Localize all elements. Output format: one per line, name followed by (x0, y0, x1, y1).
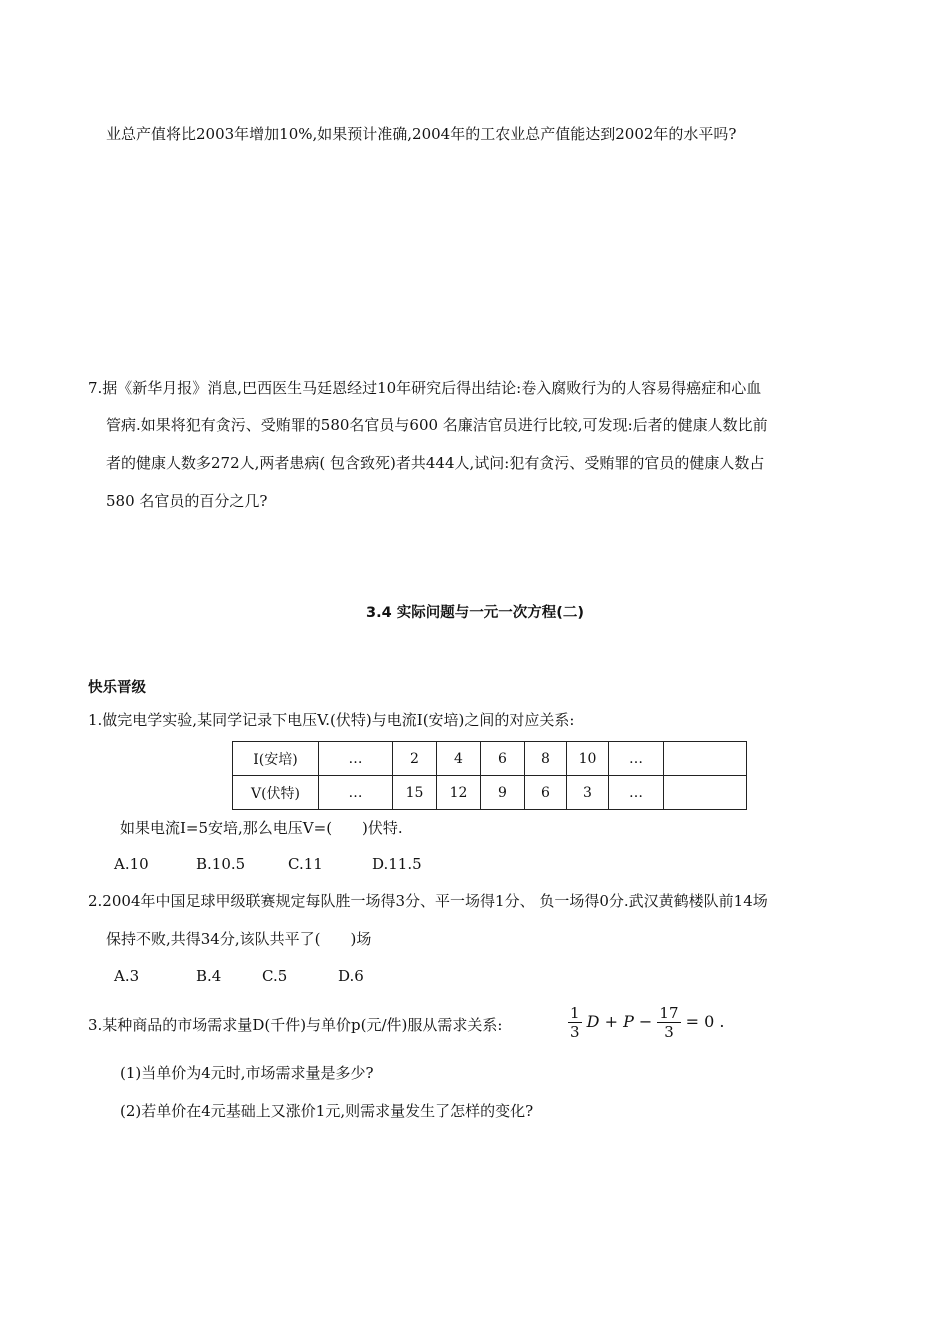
question-2-line-1: 2.2004年中国足球甲级联赛规定每队胜一场得3分、平一场得1分、 负一场得0分.武汉黄鹤楼队前14场 (88, 892, 768, 910)
current-voltage-table (232, 741, 747, 810)
question-3-part-2: (2)若单价在4元基础上又涨价1元,则需求量发生了怎样的变化? (120, 1102, 534, 1120)
question-7-line-3: 者的健康人数多272人,两者患病( 包含致死)者共444人,试问:犯有贪污、受贿罪的官员的健康人数占 (106, 454, 765, 472)
formula-period: . (719, 1012, 725, 1031)
choice-d: D.11.5 (372, 855, 422, 873)
table-cell: 8 (525, 742, 567, 776)
continuation-text: 业总产值将比2003年增加10%,如果预计准确,2004年的工农业总产值能达到2002年的水平吗? (106, 125, 737, 143)
table-cell: 2 (393, 742, 437, 776)
choice-b: B.4 (196, 967, 222, 985)
table-cell: 6 (481, 742, 525, 776)
choice-a: A.10 (114, 855, 149, 873)
question-7-line-4: 580 名官员的百分之几? (106, 492, 268, 510)
choice-c: C.5 (262, 967, 288, 985)
table-cell: 3 (567, 776, 609, 810)
subheading: 快乐晋级 (88, 680, 146, 696)
fraction-seventeen-thirds (657, 1004, 680, 1041)
table-cell: 4 (437, 742, 481, 776)
question-7-line-1: 7.据《新华月报》消息,巴西医生马廷恩经过10年研究后得出结论:卷入腐败行为的人容易得癌症和心血 (88, 379, 762, 397)
fraction-one-third (568, 1004, 582, 1041)
demand-equation (568, 1004, 724, 1041)
variable-p: P (623, 1012, 634, 1031)
question-3-stem: 3.某种商品的市场需求量D(千件)与单价p(元/件)服从需求关系: (88, 1016, 503, 1034)
table-cell: … (609, 776, 664, 810)
equals-zero: = 0 (685, 1012, 715, 1031)
table-cell (664, 742, 747, 776)
table-cell: 15 (393, 776, 437, 810)
choice-a: A.3 (114, 967, 140, 985)
section-title: 3.4 实际问题与一元一次方程(二) (366, 605, 584, 621)
table-cell (664, 776, 747, 810)
table-row (233, 742, 747, 776)
variable-d: D (586, 1012, 600, 1031)
question-3-part-1: (1)当单价为4元时,市场需求量是多少? (120, 1064, 374, 1082)
fraction-denominator: 3 (570, 1023, 580, 1041)
fraction-denominator: 3 (664, 1023, 674, 1041)
question-1-prompt: 如果电流I=5安培,那么电压V=( )伏特. (120, 819, 403, 837)
table-cell: V(伏特) (233, 776, 319, 810)
choice-c: C.11 (288, 855, 323, 873)
table-cell: I(安培) (233, 742, 319, 776)
fraction-numerator: 1 (570, 1004, 580, 1022)
minus-sign: − (638, 1012, 653, 1031)
question-2-line-2: 保持不败,共得34分,该队共平了( )场 (106, 930, 372, 948)
table-cell: … (319, 776, 393, 810)
choice-d: D.6 (338, 967, 364, 985)
table-cell: 10 (567, 742, 609, 776)
question-2-choices (114, 966, 364, 986)
table-cell: … (609, 742, 664, 776)
question-7-line-2: 管病.如果将犯有贪污、受贿罪的580名官员与600 名廉洁官员进行比较,可发现:后者的健康人数比前 (106, 416, 768, 434)
table-cell: … (319, 742, 393, 776)
plus-sign: + (604, 1012, 618, 1031)
table-row (233, 776, 747, 810)
question-1-choices (114, 854, 422, 874)
fraction-numerator: 17 (659, 1004, 679, 1022)
choice-b: B.10.5 (196, 855, 246, 873)
table-cell: 9 (481, 776, 525, 810)
table-cell: 6 (525, 776, 567, 810)
table-cell: 12 (437, 776, 481, 810)
question-1-stem: 1.做完电学实验,某同学记录下电压V.(伏特)与电流I(安培)之间的对应关系: (88, 711, 575, 729)
